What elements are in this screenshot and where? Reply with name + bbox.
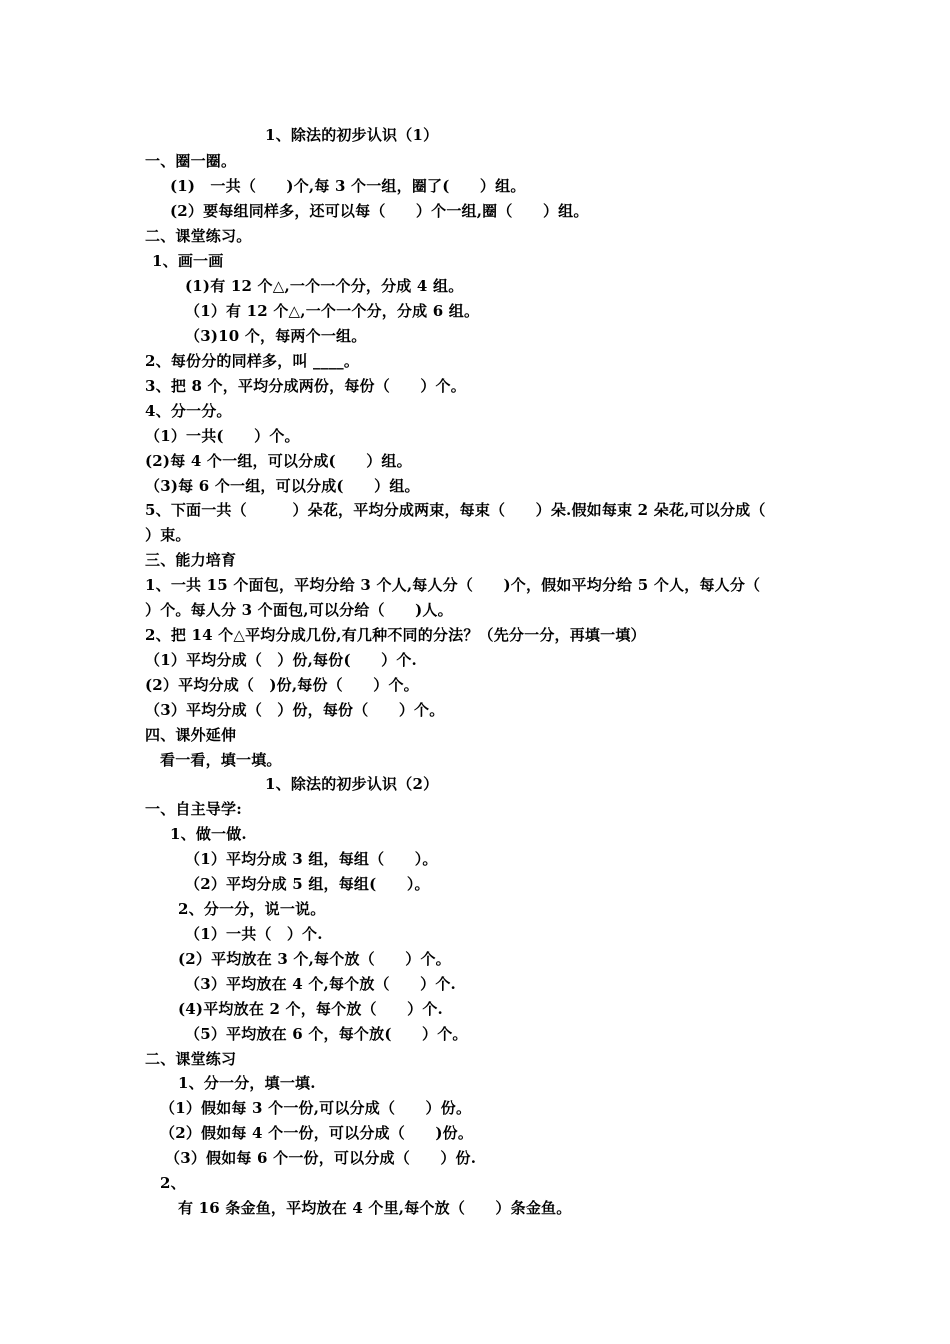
question-line: (2)每 4 个一组，可以分成( ）组。 (145, 452, 412, 470)
question-line: （1）假如每 3 个一份,可以分成（ ）份。 (160, 1099, 472, 1117)
question-line: 2、 (160, 1174, 186, 1192)
question-line: 1、分一分，填一填. (178, 1074, 316, 1092)
question-line: 1、做一做. (170, 825, 247, 843)
section-heading: 三、能力培育 (145, 551, 237, 569)
lesson-title-2: 1、除法的初步认识（2） (265, 775, 439, 793)
lesson-title-1: 1、除法的初步认识（1） (265, 126, 439, 144)
section-heading: 二、课堂练习。 (145, 227, 252, 245)
question-line: ）个。每人分 3 个面包,可以分给（ )人。 (145, 601, 453, 619)
question-line: （3）平均分成（ ）份，每份（ ）个。 (145, 701, 445, 719)
question-line: （5）平均放在 6 个，每个放( ）个。 (185, 1025, 468, 1043)
question-line: 5、下面一共（ ）朵花，平均分成两束，每束（ ）朵.假如每束 2 朵花,可以分成（ (145, 501, 766, 519)
question-line: 1、一共 15 个面包，平均分给 3 个人,每人分（ )个，假如平均分给 5 个人，每人分（ (145, 576, 761, 594)
question-line: 2、每份分的同样多，叫 ____。 (145, 352, 360, 370)
question-line: (4)平均放在 2 个，每个放（ ）个. (178, 1000, 443, 1018)
question-line: 1、画一画 (152, 252, 224, 270)
question-line: （1）一共（ ）个. (185, 925, 323, 943)
question-line: (2）要每组同样多，还可以每（ ）个一组,圈（ ）组。 (170, 202, 589, 220)
question-line: （1）一共( ）个。 (145, 427, 300, 445)
question-line: （3)10 个，每两个一组。 (185, 327, 367, 345)
section-heading: 一、圈一圈。 (145, 152, 237, 170)
question-line: （1）有 12 个△,一个一个分，分成 6 组。 (185, 302, 480, 320)
question-line: (2）平均放在 3 个,每个放（ ）个。 (178, 950, 451, 968)
question-line: （3）平均放在 4 个,每个放（ ）个. (185, 975, 456, 993)
question-line: (1) 一共（ )个,每 3 个一组，圈了( ）组。 (170, 177, 526, 195)
question-line: 2、分一分，说一说。 (178, 900, 326, 918)
section-heading: 一、自主导学: (145, 800, 242, 818)
question-line: 2、把 14 个△平均分成几份,有几种不同的分法？（先分一分，再填一填） (145, 626, 646, 644)
question-line: 3、把 8 个，平均分成两份，每份（ ）个。 (145, 377, 466, 395)
question-line: （3）假如每 6 个一份，可以分成（ ）份. (165, 1149, 477, 1167)
question-line: (2）平均分成（ )份,每份（ ）个。 (145, 676, 419, 694)
question-line: 看一看，填一填。 (160, 751, 282, 769)
question-line: ）束。 (145, 526, 191, 544)
question-line: （2）假如每 4 个一份，可以分成（ )份。 (160, 1124, 474, 1142)
question-line: （1）平均分成（ ）份,每份( ）个. (145, 651, 417, 669)
question-line: 4、分一分。 (145, 402, 232, 420)
section-heading: 二、课堂练习 (145, 1050, 237, 1068)
section-heading: 四、课外延伸 (145, 726, 237, 744)
question-line: （3)每 6 个一组，可以分成( ）组。 (145, 477, 420, 495)
question-line: 有 16 条金鱼，平均放在 4 个里,每个放（ ）条金鱼。 (178, 1199, 572, 1217)
question-line: （1）平均分成 3 组，每组（ ）。 (185, 850, 438, 868)
question-line: （2）平均分成 5 组，每组( ）。 (185, 875, 430, 893)
question-line: (1)有 12 个△,一个一个分，分成 4 组。 (185, 277, 464, 295)
